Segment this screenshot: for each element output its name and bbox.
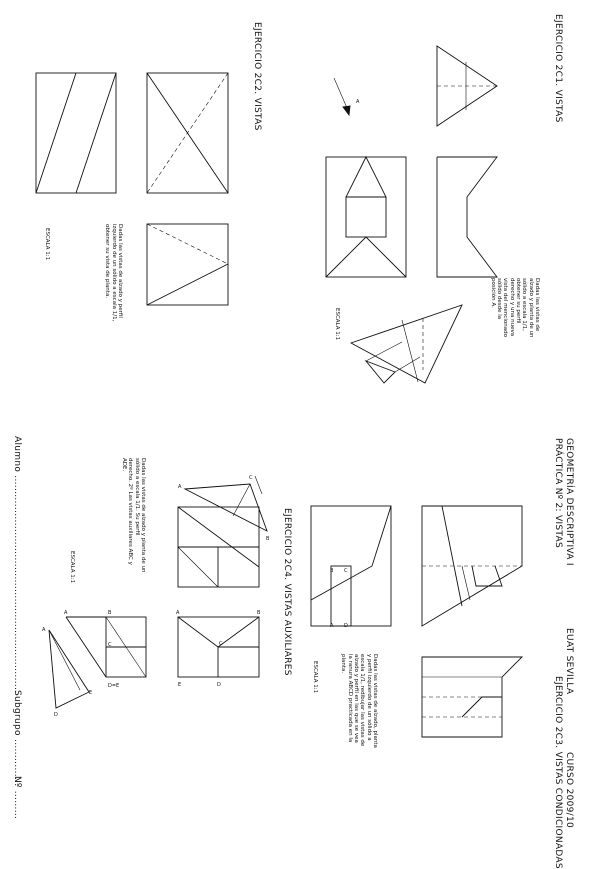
header-title-line2: PRÁCTICA Nº 2: VISTAS [553, 438, 563, 548]
ex-2c1-top-triangle [437, 46, 497, 126]
ex-2c1-title: EJERCICIO 2C1. VISTAS [553, 14, 563, 123]
header-title-line1: GEOMETRÍA DESCRIPTIVA I [564, 438, 574, 566]
ex-2c3-instructions: Dadas las vistas de alzado, planta y perfil izquierdo de un sólido a escala 1/1, redibujar las vistas de alzado y perfil en las que se vea la ranura ABCD practicada en la planta. [340, 654, 378, 748]
ex-2c2-plan [147, 224, 228, 305]
svg-text:D: D [54, 712, 58, 718]
svg-text:D: D [344, 623, 348, 629]
svg-text:C: C [344, 568, 348, 574]
ex-2c4-scale: ESCALA 1:1 [69, 551, 75, 584]
ex-2c2-left-profile [36, 73, 116, 193]
svg-text:B: B [257, 610, 261, 616]
svg-text:A: A [176, 610, 180, 616]
ex-2c1-view-arrow [334, 78, 360, 115]
ex-2c1-scale: ESCALA 1:1 [334, 308, 340, 341]
ex-2c4-plan-right [64, 610, 146, 689]
ex-2c4-instructions: Dadas las vistas de alzado y planta de un sólido a escala 1/1. Su perfil derecho. 2º Las vistas auxiliares ABC y ADE. [121, 458, 146, 573]
svg-text:B: B [266, 536, 270, 542]
svg-text:A: A [42, 627, 46, 633]
ex-2c3-profile [311, 506, 391, 629]
svg-text:E: E [89, 690, 93, 696]
ex-2c4-triangle-ade [42, 627, 92, 718]
svg-text:A: A [178, 484, 182, 490]
ex-2c1-new-view-solid [351, 305, 462, 383]
footer-subgrupo: Subgrupo ............... [12, 690, 22, 787]
ex-2c1-plan-view [437, 157, 497, 277]
ex-2c2-scale: ESCALA 1:1 [44, 228, 50, 261]
svg-text:D=E: D=E [108, 683, 120, 689]
ex-2c1-elevation-view [326, 157, 406, 277]
ex-2c1-instructions: Dadas las vistas de alzado y planta de un sólido a escala 1/1, obtener su perfil derecho y una nueva vista del mencionado sólido desde la posición A. [489, 278, 540, 338]
footer-alumno: Alumno ..................................................................... [12, 436, 22, 694]
svg-text:E: E [178, 682, 182, 688]
svg-text:B: B [330, 568, 334, 574]
ex-2c3-title: EJERCICIO 2C3. VISTAS CONDICIONADAS [553, 676, 563, 869]
footer-numero: Nº ......... [12, 776, 22, 820]
ex-2c2-instructions: Dadas las vistas de alzado y perfil izquierdo de un sólido a escala 1/1, obtener su vista de planta. [104, 224, 123, 322]
svg-text:B: B [108, 610, 112, 616]
svg-text:C: C [219, 641, 223, 647]
ex-2c2-elevation [147, 73, 228, 193]
ex-2c4-title: EJERCICIO 2C4. VISTAS AUXILIARES [282, 508, 292, 676]
ex-2c2-title: EJERCICIO 2C2. VISTAS [252, 22, 262, 131]
ex-2c3-scale: ESCALA 1:1 [312, 661, 318, 694]
svg-text:D: D [217, 682, 221, 688]
ex-2c1-point-a-label: A [356, 99, 360, 105]
svg-text:C: C [249, 475, 253, 481]
svg-text:C: C [108, 642, 112, 648]
ex-2c4-elevation [178, 507, 259, 587]
ex-2c4-triangle-abc [178, 475, 270, 542]
header-school: EUAT SEVILLA [564, 628, 574, 695]
svg-text:A: A [330, 623, 334, 629]
header-course: CURSO 2009/10 [564, 752, 574, 829]
svg-text:A: A [64, 610, 68, 616]
ex-2c3-elevation [422, 506, 522, 626]
ex-2c3-plan [422, 657, 522, 737]
ex-2c4-plan-left [176, 610, 261, 688]
